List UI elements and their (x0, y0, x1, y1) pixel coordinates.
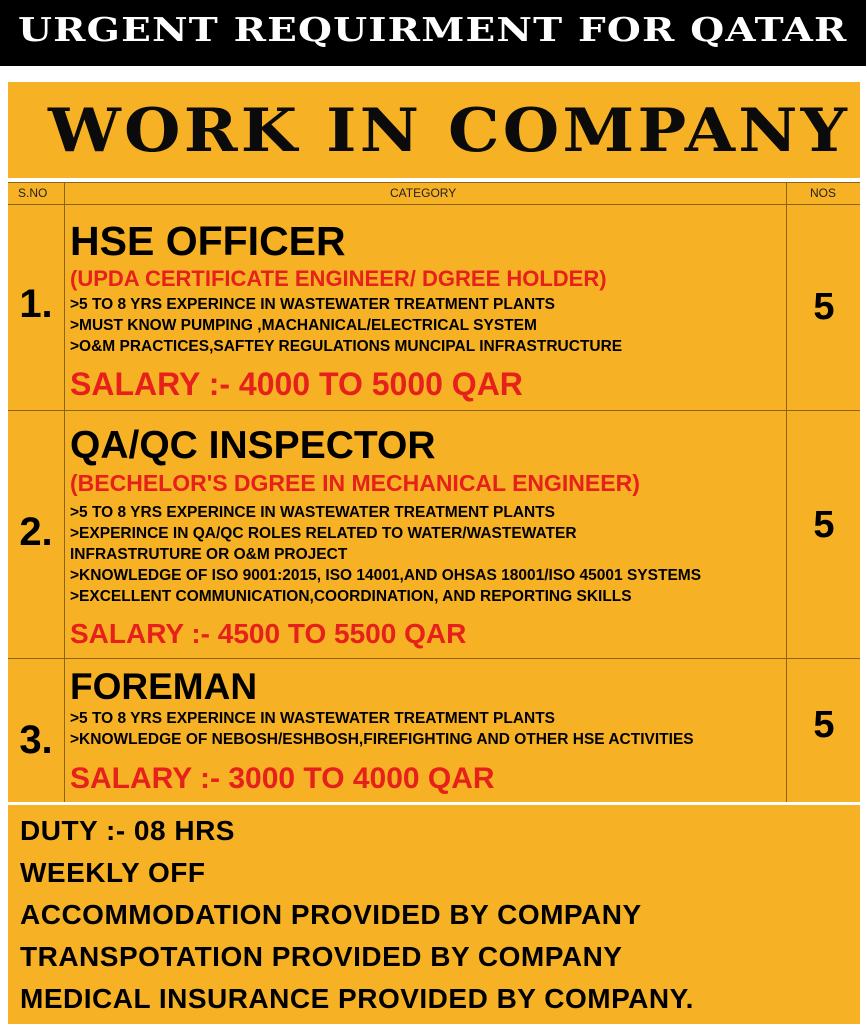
job-title: HSE OFFICER (70, 218, 346, 264)
row-number: 3. (19, 718, 53, 762)
bullet-line: >EXCELLENT COMMUNICATION,COORDINATION, AND REPORTING SKILLS (70, 588, 632, 605)
banner (8, 82, 860, 178)
column-divider (786, 182, 787, 802)
column-header-sno: S.NO (18, 186, 48, 200)
row-number: 2. (19, 510, 53, 554)
job-requirement: (UPDA CERTIFICATE ENGINEER/ DGREE HOLDER) (70, 266, 607, 291)
row-number: 1. (19, 282, 53, 326)
header-bar (0, 0, 866, 66)
job-bullets (70, 294, 622, 357)
job-count: 5 (813, 286, 835, 328)
job-count: 5 (813, 504, 835, 546)
bullet-line: >5 TO 8 YRS EXPERINCE IN WASTEWATER TREATMENT PLANTS (70, 710, 556, 727)
bullet-line: >EXPERINCE IN QA/QC ROLES RELATED TO WATER/WASTEWATER (70, 525, 577, 542)
job-salary: SALARY :- 4000 TO 5000 QAR (70, 366, 523, 402)
row-divider (8, 182, 860, 183)
benefit-line: WEEKLY OFF (20, 857, 206, 888)
job-table (8, 182, 860, 802)
benefit-line: TRANSPOTATION PROVIDED BY COMPANY (20, 941, 623, 972)
job-bullets (70, 708, 694, 750)
job-title: FOREMAN (70, 666, 258, 707)
banner-title: WORK IN COMPANY (48, 96, 851, 166)
benefit-line: MEDICAL INSURANCE PROVIDED BY COMPANY. (20, 983, 694, 1014)
column-header-nos: NOS (810, 186, 837, 200)
job-requirement: (BECHELOR'S DGREE IN MECHANICAL ENGINEER) (70, 470, 640, 496)
row-divider (8, 204, 860, 205)
benefits-section (8, 805, 860, 1024)
job-title: QA/QC INSPECTOR (70, 424, 436, 467)
bullet-line: >MUST KNOW PUMPING ,MACHANICAL/ELECTRICAL SYSTEM (70, 317, 537, 334)
bullet-line: >O&M PRACTICES,SAFTEY REGULATIONS MUNCIPAL INFRASTRUCTURE (70, 338, 623, 355)
row-divider (8, 410, 860, 411)
benefit-line: DUTY :- 08 HRS (20, 815, 235, 846)
header-title: URGENT REQUIRMENT FOR QATAR (18, 10, 848, 49)
job-bullets (70, 502, 701, 607)
job-count: 5 (813, 704, 835, 746)
column-header-category: CATEGORY (390, 186, 457, 200)
benefit-line: ACCOMMODATION PROVIDED BY COMPANY (20, 899, 642, 930)
bullet-line: INFRASTRUTURE OR O&M PROJECT (70, 546, 348, 563)
bullet-line: >5 TO 8 YRS EXPERINCE IN WASTEWATER TREATMENT PLANTS (70, 504, 556, 521)
bullet-line: >KNOWLEDGE OF NEBOSH/ESHBOSH,FIREFIGHTING AND OTHER HSE ACTIVITIES (70, 731, 694, 748)
bullet-line: >KNOWLEDGE OF ISO 9001:2015, ISO 14001,AND OHSAS 18001/ISO 45001 SYSTEMS (70, 567, 702, 584)
bullet-line: >5 TO 8 YRS EXPERINCE IN WASTEWATER TREATMENT PLANTS (70, 296, 556, 313)
column-divider (64, 182, 65, 802)
job-salary: SALARY :- 4500 TO 5500 QAR (70, 618, 467, 649)
row-divider (8, 658, 860, 659)
job-salary: SALARY :- 3000 TO 4000 QAR (70, 762, 495, 795)
